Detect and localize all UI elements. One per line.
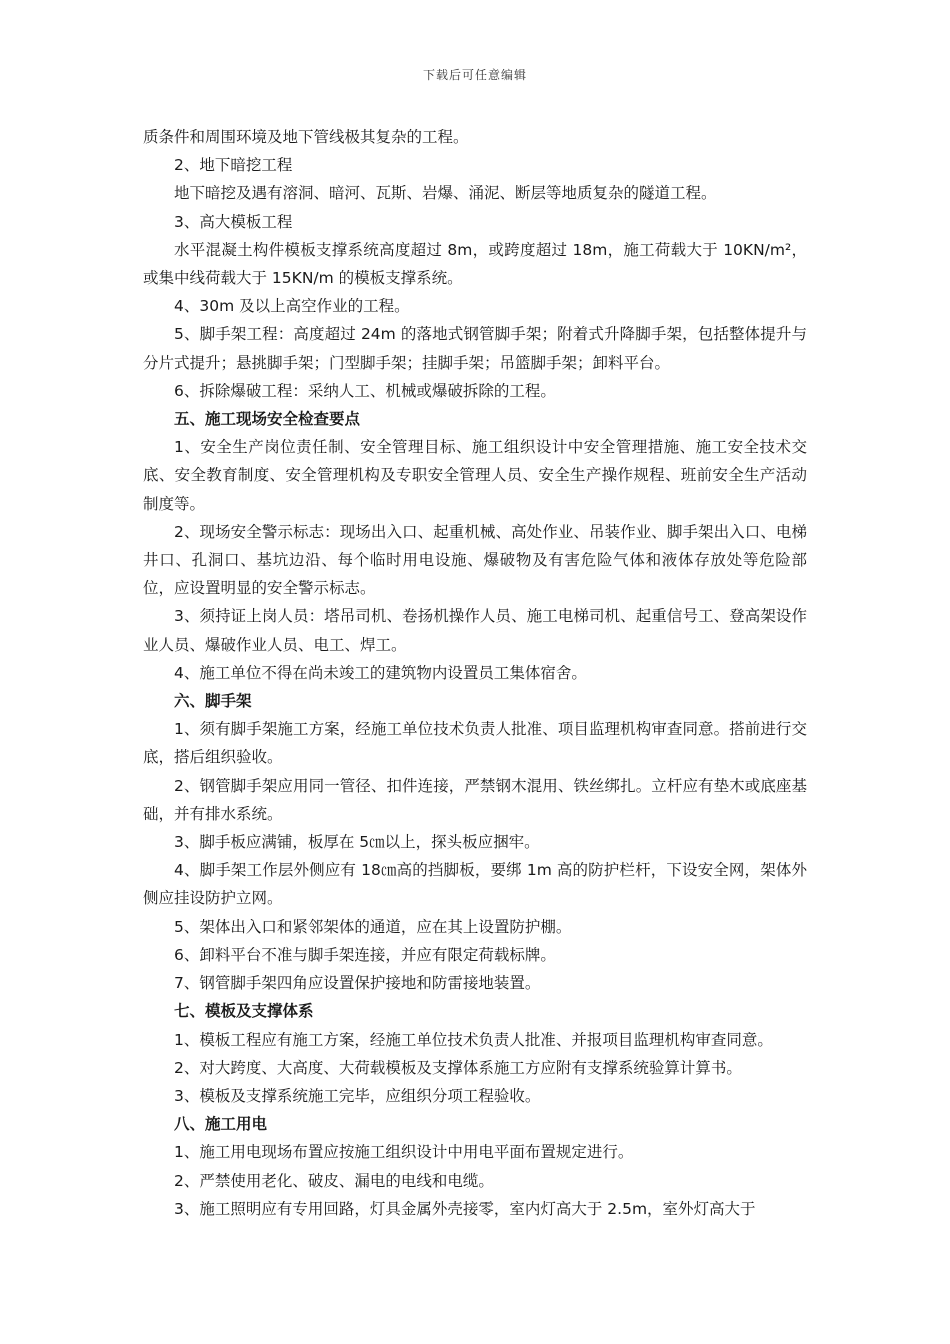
paragraph: 6、拆除爆破工程：采纳人工、机械或爆破拆除的工程。 [174,381,556,400]
paragraph: 1、须有脚手架施工方案，经施工单位技术负责人批准、项目监理机构审查同意。搭前进行交底，搭后组织验收。 [143,720,807,767]
paragraph: 2、对大跨度、大高度、大荷载模板及支撑体系施工方应附有支撑系统验算计算书。 [174,1058,742,1077]
paragraph: 4、脚手架工作层外侧应有 18㎝高的挡脚板，要绑 1m 高的防护栏杆，下设安全网，架体外侧应挂设防护立网。 [143,861,807,908]
paragraph: 3、施工照明应有专用回路，灯具金属外壳接零，室内灯高大于 2.5m，室外灯高大于 [174,1199,756,1218]
paragraph: 3、高大模板工程 [174,212,293,231]
page-header: 下载后可任意编辑 [422,68,527,82]
paragraph: 5、架体出入口和紧邻架体的通道，应在其上设置防护棚。 [174,917,572,936]
section-heading: 六、脚手架 [174,692,252,711]
paragraph: 7、钢管脚手架四角应设置保护接地和防雷接地装置。 [174,974,541,993]
paragraph: 3、脚手板应满铺，板厚在 5㎝以上，探头板应捆牢。 [174,833,540,852]
paragraph: 质条件和周围环境及地下管线极其复杂的工程。 [143,128,469,146]
section-heading: 五、施工现场安全检查要点 [174,410,361,429]
paragraph: 地下暗挖及遇有溶洞、暗河、瓦斯、岩爆、涌泥、断层等地质复杂的隧道工程。 [174,184,717,203]
paragraph: 4、30m 及以上高空作业的工程。 [174,297,410,316]
paragraph: 1、施工用电现场布置应按施工组织设计中用电平面布置规定进行。 [174,1143,634,1162]
paragraph: 2、钢管脚手架应用同一管径、扣件连接，严禁钢木混用、铁丝绑扎。立杆应有垫木或底座基础，并有排水系统。 [143,776,807,823]
section-heading: 七、模板及支撑体系 [174,1002,314,1021]
paragraph: 水平混凝土构件模板支撑系统高度超过 8m，或跨度超过 18m，施工荷载大于 10KN/m²，或集中线荷载大于 15KN/m 的模板支撑系统。 [143,240,807,288]
section-heading: 八、施工用电 [174,1115,268,1134]
paragraph: 2、地下暗挖工程 [174,156,293,175]
paragraph: 6、卸料平台不准与脚手架连接，并应有限定荷载标牌。 [174,945,556,964]
paragraph: 1、安全生产岗位责任制、安全管理目标、施工组织设计中安全管理措施、施工安全技术交底、安全教育制度、安全管理机构及专职安全管理人员、安全生产操作规程、班前安全生产活动制度等。 [143,438,807,513]
paragraph: 1、模板工程应有施工方案，经施工单位技术负责人批准、并报项目监理机构审查同意。 [174,1030,773,1049]
paragraph: 2、现场安全警示标志：现场出入口、起重机械、高处作业、吊装作业、脚手架出入口、电梯井口、孔洞口、基坑边沿、每个临时用电设施、爆破物及有害危险气体和液体存放处等危险部位，应设置明显的安全警示标志。 [143,522,807,598]
paragraph: 5、脚手架工程：高度超过 24m 的落地式钢管脚手架；附着式升降脚手架，包括整体提升与分片式提升；悬挑脚手架；门型脚手架；挂脚手架；吊篮脚手架；卸料平台。 [143,325,807,372]
paragraph: 3、须持证上岗人员：塔吊司机、卷扬机操作人员、施工电梯司机、起重信号工、登高架设作业人员、爆破作业人员、电工、焊工。 [143,607,807,654]
paragraph: 2、严禁使用老化、破皮、漏电的电线和电缆。 [174,1171,494,1190]
paragraph: 4、施工单位不得在尚未竣工的建筑物内设置员工集体宿舍。 [174,663,587,682]
document-body [143,123,807,1223]
paragraph: 3、模板及支撑系统施工完毕，应组织分项工程验收。 [174,1086,541,1105]
